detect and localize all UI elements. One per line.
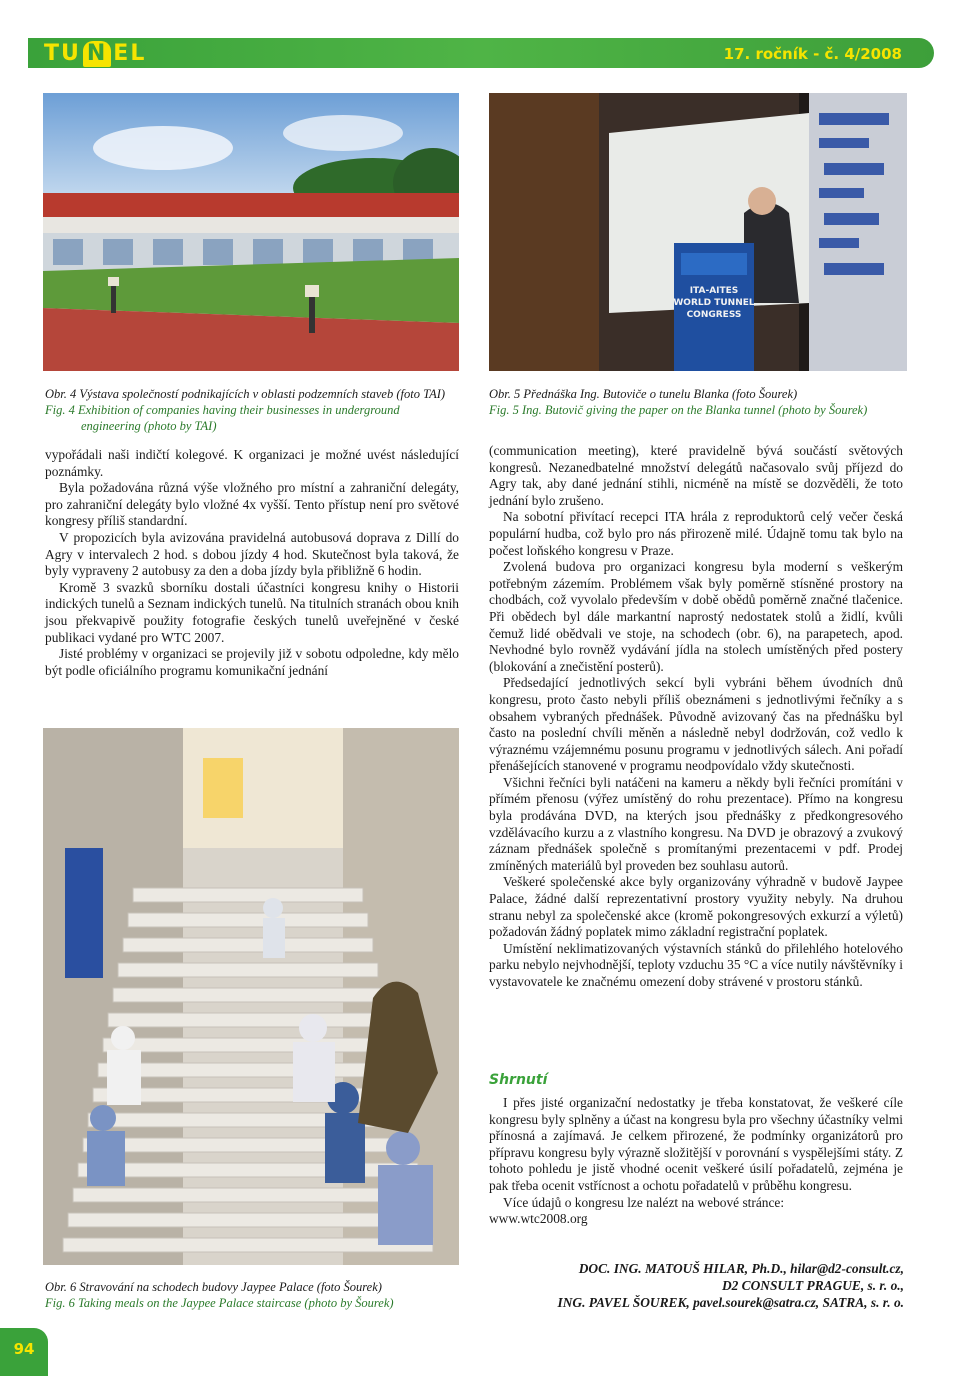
caption-fig4-en-2: engineering (photo by TAI) [81, 419, 217, 433]
left-column-text [45, 447, 459, 679]
paragraph: I přes jisté organizační nedostatky je třeba konstatovat, že veškeré cíle kongresu byly splněny a účast na kongresu byla pro všechny účastníky velmi přínosná a zajímavá. Je celkem přirozené, že podmínky organizátorů pro přípravu kongresu byly výrazně složitější v porovnání s vyspělejšími státy. Z tohoto pohledu je jistě vhodné ocenit veškeré úsilí pořadatelů, zejména je pak třeba ocenit vstřícnost a ochotu pořadatelů v průběhu kongresu. [489, 1095, 903, 1193]
right-column-text [489, 443, 903, 991]
paragraph: Kromě 3 svazků sborníku dostali účastníci kongresu knihy o Historii indických tunelů a Seznam indických tunelů. Na titulních stranách obou knih jsou překvapivě použity fotografie českých tunelů uveřejněné v české publikaci vydané pro WTC 2007. [45, 579, 459, 645]
logo-part-mid: N [83, 41, 111, 67]
paragraph: vypořádali naši indičtí kolegové. K organizaci je možné uvést následující poznámky. [45, 447, 459, 479]
caption-fig6 [45, 1279, 459, 1311]
paragraph: Veškeré společenské akce byly organizovány výhradně v budově Jaypee Palace, žádné další reprezentativní prostory využity nebyly. Na druhou stranu nebyl za společenské akce (kromě pokongresových exkurzí a výletů) požadován žádný poplatek mimo základní registrační poplatek. [489, 874, 903, 940]
magazine-logo [44, 41, 146, 67]
page-number: 94 [13, 1340, 35, 1358]
paragraph: Všichni řečníci byli natáčeni na kameru a někdy byli řečníci promítáni v přímém přenosu (výřez umístěný do rohu prezentace). Přímo na kongresu byla prodávána DVD, na kterých jsou přednášky z předkongresového vzdělávacího kurzu a z vlastního kongresu. Na DVD je obrazový a zvukový záznam přednášek společně s promítanými prezentacemi v pdf. Prodej zmíněných materiálů byl proveden bez souhlasu autorů. [489, 774, 903, 873]
banner-line-1: ITA-AITES [689, 286, 739, 296]
author-line-2: D2 CONSULT PRAGUE, s. r. o., [721, 1278, 904, 1293]
paragraph: V propozicích byla avizována pravidelná autobusová doprava z Dillí do Agry v intervalech 2 hod. s dobou jízdy 4 hod. Skutečnost byla taková, že byly vypraveny 2 autobusy za den a doba jízdy byla přibližně 6 hodin. [45, 529, 459, 579]
paragraph: (communication meeting), které pravidelně bývá součástí světových kongresů. Nezanedbatelné množství delegátů načasovalo svůj příjezd do Agry tak, aby dané jednání stihli, nicméně na místě se dozvěděli, že toto jednání bylo zrušeno. [489, 443, 903, 508]
logo-part-right: EL [113, 41, 147, 66]
caption-fig4-en-1: Fig. 4 Exhibition of companies having their businesses in underground [45, 403, 400, 417]
paragraph: Zvolená budova pro organizaci kongresu byla moderní s veškerým potřebným zázemím. Problémem však byly poměrně stísněné prostory na chodbách, což vyvolalo především v době obědů poměrně značné tlačenice. Při obědech byl dále markantní naprostý nedostatek stolů a židlí, kvůli čemuž lidé obědvali ve stoje, na schodech (obr. 6), na parapetech, apod. Nevhodné bylo rovněž vydávání jídla na stolech umístěných před postery (blokování a znečistění posterů). [489, 559, 903, 674]
author-line-3: ING. PAVEL ŠOUREK, pavel.sourek@satra.cz, SATRA, s. r. o. [557, 1295, 904, 1310]
caption-fig4-cz: Obr. 4 Výstava společností podnikajících v oblasti podzemních staveb (foto TAI) [45, 387, 446, 401]
photo-exhibition [43, 93, 459, 371]
photo-staircase [43, 728, 459, 1265]
logo-part-left: TU [44, 41, 81, 66]
caption-fig5 [489, 386, 909, 418]
banner-line-3: CONGRESS [686, 310, 742, 320]
author-block [558, 1260, 904, 1311]
photo-lecture [489, 93, 907, 371]
paragraph: Na sobotní přivítací recepci ITA hrála z reproduktorů celý večer česká populární hudba, což bylo pro nás přirozeně milé. Údajně tomu tak bylo na počest loňského kongresu v Praze. [489, 509, 903, 558]
website-link[interactable]: www.wtc2008.org [489, 1211, 588, 1227]
paragraph: Více údajů o kongresu lze nalézt na webové stránce: [503, 1194, 785, 1210]
summary-text [489, 1095, 903, 1228]
paragraph: Byla požadována různá výše vložného pro místní a zahraniční delegáty, pro zahraniční delegáty bylo vložné 4x vyšší. Tento přístup není pro světové kongresy příliš standardní. [45, 480, 459, 529]
paragraph: Umístění neklimatizovaných výstavních stánků do přilehlého hotelového parku nebylo nejvhodnější, teploty vzduchu 35 °C a více nutily návštěvníky i vystavovatele ke značnému omezení doby strávené v prostoru stánků. [489, 940, 903, 989]
paragraph: Jisté problémy v organizaci se projevily již v sobotu odpoledne, kdy mělo být podle oficiálního programu komunikační jednání [45, 646, 459, 678]
caption-fig6-cz: Obr. 6 Stravování na schodech budovy Jaypee Palace (foto Šourek) [45, 1280, 382, 1294]
summary-heading: Shrnutí [489, 1072, 548, 1088]
paragraph: Předsedající jednotlivých sekcí byli vybráni během úvodních dnů kongresu, proto často nebyli příliš obeznámeni s jednotlivými řečníky a s obsahem vybraných přednášek. Původně avizovaný čas na přednášku byl často na poslední chvíli měněn a následně nebyl dodržován, což vedlo k výraznému vzájemnému posunu programu v jednotlivých sálech. Ani pořadí přenášejících stanovené v programu neodpovídalo vždy skutečnosti. [489, 675, 903, 774]
caption-fig5-en: Fig. 5 Ing. Butovič giving the paper on the Blanka tunnel (photo by Šourek) [489, 403, 868, 417]
caption-fig4 [45, 386, 459, 434]
banner-line-2: WORLD TUNNEL [673, 298, 755, 308]
caption-fig6-en: Fig. 6 Taking meals on the Jaypee Palace staircase (photo by Šourek) [45, 1296, 394, 1310]
author-line-1: DOC. ING. MATOUŠ HILAR, Ph.D., hilar@d2-consult.cz, [578, 1261, 904, 1276]
caption-fig5-cz: Obr. 5 Přednáška Ing. Butoviče o tunelu Blanka (foto Šourek) [489, 387, 798, 401]
issue-label: 17. ročník - č. 4/2008 [723, 45, 902, 63]
